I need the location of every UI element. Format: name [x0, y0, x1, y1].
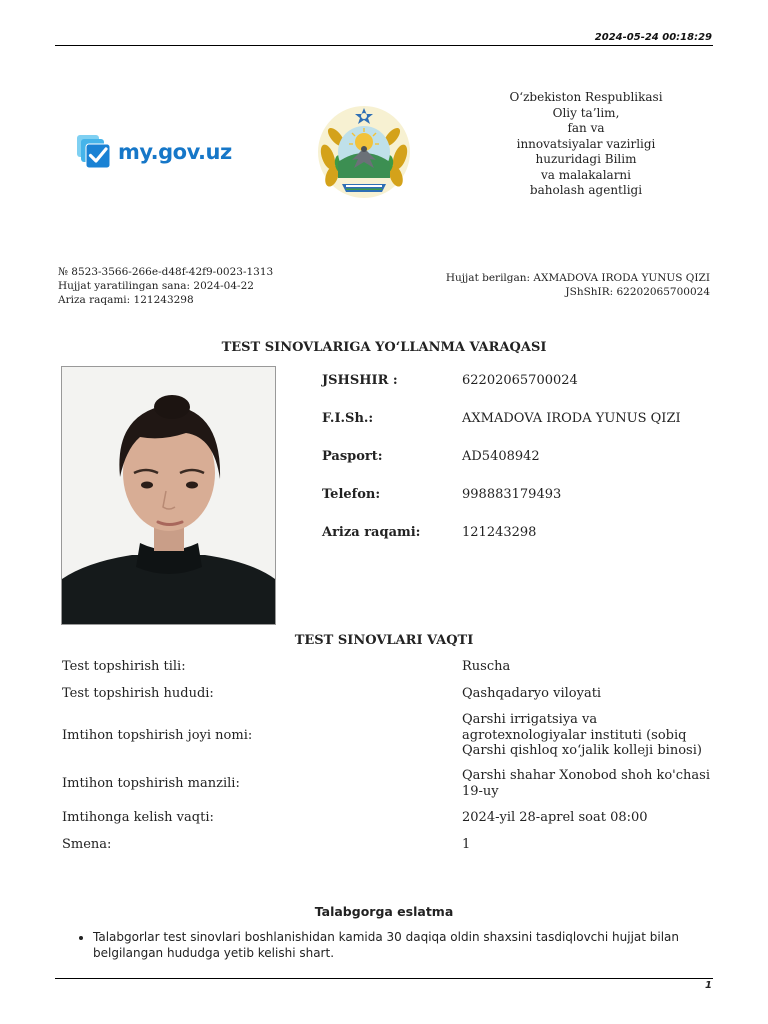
field-label-application: Ariza raqami:	[322, 525, 421, 540]
exam-value-address: Qarshi shahar Xonobod shoh ko'chasi 19-uy	[462, 768, 710, 799]
page-number: 1	[705, 980, 712, 991]
application-number: Ariza raqami: 121243298	[58, 294, 194, 306]
issued-to: Hujjat berilgan: AXMADOVA IRODA YUNUS QIZI	[445, 272, 710, 284]
note-title: Talabgorga eslatma	[314, 904, 454, 919]
agency-line: Oliy ta’lim,	[552, 105, 620, 120]
field-label-phone: Telefon:	[322, 487, 381, 502]
document-meta-right	[420, 271, 710, 299]
field-label-jshshir: JSHSHIR :	[322, 373, 398, 388]
page-title: TEST SINOVLARIGA YO‘LLANMA VARAQASI	[221, 340, 547, 355]
field-value-jshshir: 62202065700024	[462, 373, 578, 388]
field-value-application: 121243298	[462, 525, 537, 540]
agency-line: O‘zbekiston Respublikasi	[509, 90, 663, 104]
agency-line: innovatsiyalar vazirligi	[516, 136, 656, 151]
exam-section-title: TEST SINOVLARI VAQTI	[294, 633, 474, 648]
exam-label-region: Test topshirish hududi:	[62, 686, 214, 701]
applicant-photo	[61, 366, 276, 625]
exam-label-language: Test topshirish tili:	[62, 659, 186, 674]
mygov-logo	[76, 133, 232, 171]
exam-value-arrival: 2024-yil 28-aprel soat 08:00	[462, 810, 648, 825]
exam-value-region: Qashqadaryo viloyati	[462, 686, 602, 701]
exam-value-language: Ruscha	[462, 659, 511, 674]
field-value-passport: AD5408942	[462, 449, 540, 464]
document-created-date: Hujjat yaratilingan sana: 2024-04-22	[58, 280, 254, 292]
exam-label-address: Imtihon topshirish manzili:	[62, 776, 240, 791]
footer-divider	[55, 978, 713, 979]
jshshir-meta: JShShIR: 62202065700024	[565, 286, 710, 298]
exam-label-shift: Smena:	[62, 837, 112, 852]
logo-text: my.gov.uz	[118, 140, 232, 164]
state-emblem-icon	[316, 102, 412, 198]
agency-line: va malakalarni	[541, 167, 631, 182]
exam-label-venue: Imtihon topshirish joyi nomi:	[62, 728, 253, 743]
document-number: № 8523-3566-266e-d48f-42f9-0023-1313	[58, 266, 274, 278]
note-item: • Talabgorlar test sinovlari boshlanishidan kamida 30 daqiqa oldin shaxsini tasdiqlovchi hujjat bilan belgilangan hududga yetib kelishi shart.	[93, 930, 743, 961]
note-list	[78, 930, 743, 961]
field-value-fish: AXMADOVA IRODA YUNUS QIZI	[462, 411, 681, 426]
agency-line: huzuridagi Bilim	[535, 152, 637, 166]
header-divider	[55, 45, 713, 46]
exam-value-venue: Qarshi irrigatsiya va agrotexnologiyalar instituti (sobiq Qarshi qishloq xo‘jalik kolleji binosi)	[462, 712, 702, 758]
exam-label-arrival: Imtihonga kelish vaqti:	[62, 810, 214, 825]
agency-line: fan va	[567, 121, 605, 135]
document-meta-left	[58, 265, 273, 307]
field-label-passport: Pasport:	[322, 449, 383, 464]
agency-name	[486, 90, 686, 199]
field-label-fish: F.I.Sh.:	[322, 411, 374, 426]
document-timestamp: 2024-05-24 00:18:29	[594, 32, 712, 43]
exam-value-shift: 1	[462, 837, 471, 852]
field-value-phone: 998883179493	[462, 487, 562, 502]
checkbox-stack-icon	[76, 134, 112, 170]
agency-line: baholash agentligi	[529, 183, 643, 197]
